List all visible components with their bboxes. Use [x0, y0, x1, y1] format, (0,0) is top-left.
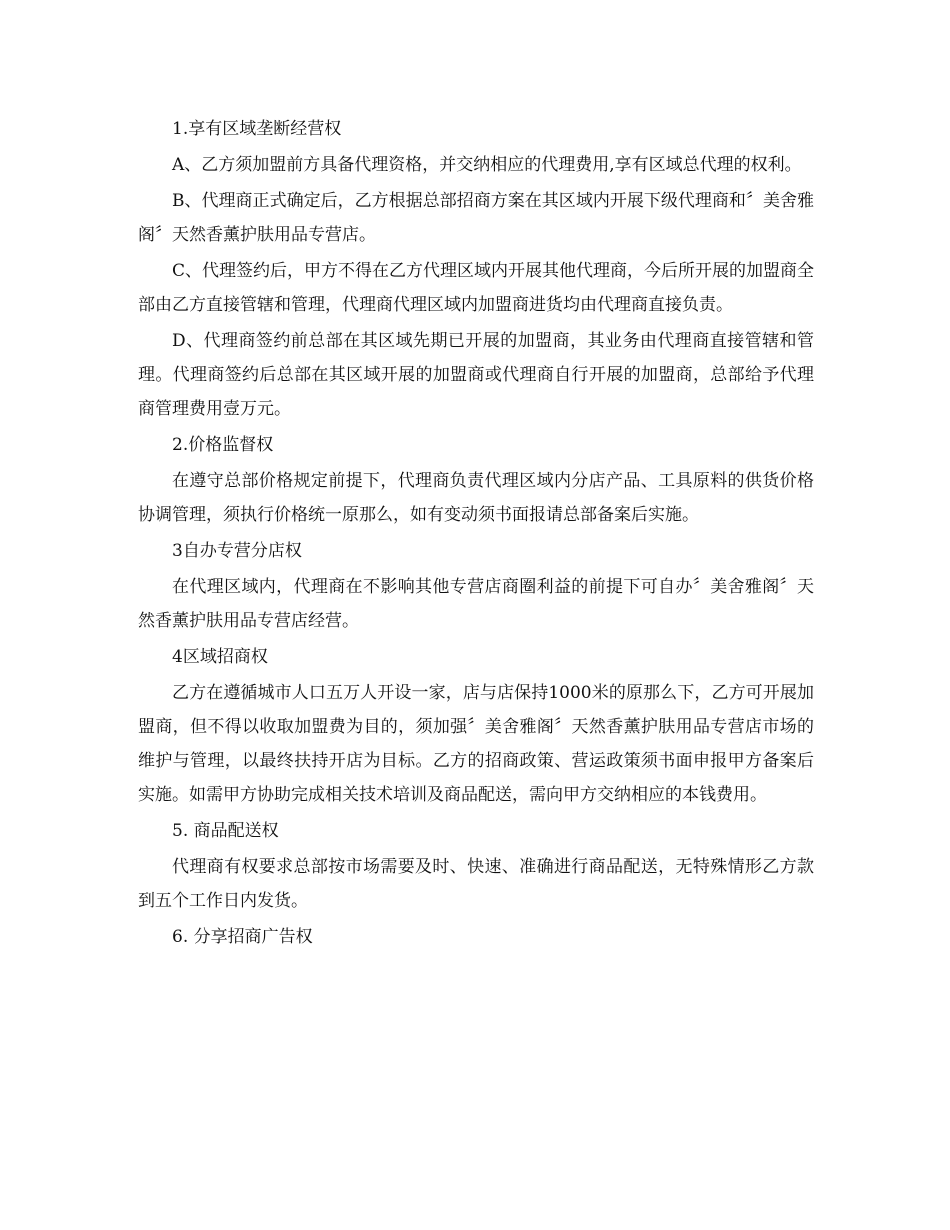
heading-own-store: 3自办专营分店权	[172, 541, 302, 561]
heading-regional-recruitment: 4区域招商权	[172, 647, 268, 667]
heading-delivery: 5. 商品配送权	[172, 821, 279, 841]
paragraph-regional-recruitment: 乙方在遵循城市人口五万人开设一家，店与店保持1000米的原那么下，乙方可开展加盟商，但不得以收取加盟费为目的，须加强〞美舍雅阁〞天然香薰护肤用品专营店市场的维护与管理，以最终扶持开店为目标。乙方的招商政策、营运政策须书面申报甲方备案后实施。如需甲方协助完成相关技术培训及商品配送，需向甲方交纳相应的本钱费用。	[138, 683, 814, 805]
paragraph-clause-a: A、乙方须加盟前方具备代理资格，并交纳相应的代理费用,享有区域总代理的权利。	[172, 155, 802, 175]
paragraph-clause-d: D、代理商签约前总部在其区域先期已开展的加盟商，其业务由代理商直接管辖和管理。代理商签约后总部在其区域开展的加盟商或代理商自行开展的加盟商，总部给予代理商管理费用壹万元。	[138, 331, 814, 419]
heading-advertising: 6. 分享招商广告权	[172, 927, 313, 947]
paragraph-price-supervision: 在遵守总部价格规定前提下，代理商负责代理区域内分店产品、工具原料的供货价格协调管理，须执行价格统一原那么，如有变动须书面报请总部备案后实施。	[138, 471, 814, 525]
paragraph-own-store: 在代理区域内，代理商在不影响其他专营店商圈利益的前提下可自办〞美舍雅阁〞天然香薰护肤用品专营店经营。	[138, 577, 814, 631]
heading-regional-monopoly: 1.享有区域垄断经营权	[172, 119, 342, 139]
heading-price-supervision: 2.价格监督权	[172, 435, 274, 455]
paragraph-delivery: 代理商有权要求总部按市场需要及时、快速、准确进行商品配送，无特殊情形乙方款到五个工作日内发货。	[138, 857, 814, 911]
paragraph-clause-b: B、代理商正式确定后，乙方根据总部招商方案在其区域内开展下级代理商和〞美舍雅阁〞天然香薰护肤用品专营店。	[138, 191, 814, 245]
paragraph-clause-c: C、代理签约后，甲方不得在乙方代理区域内开展其他代理商，今后所开展的加盟商全部由乙方直接管辖和管理，代理商代理区域内加盟商进货均由代理商直接负责。	[138, 261, 815, 315]
document-body	[138, 112, 814, 956]
